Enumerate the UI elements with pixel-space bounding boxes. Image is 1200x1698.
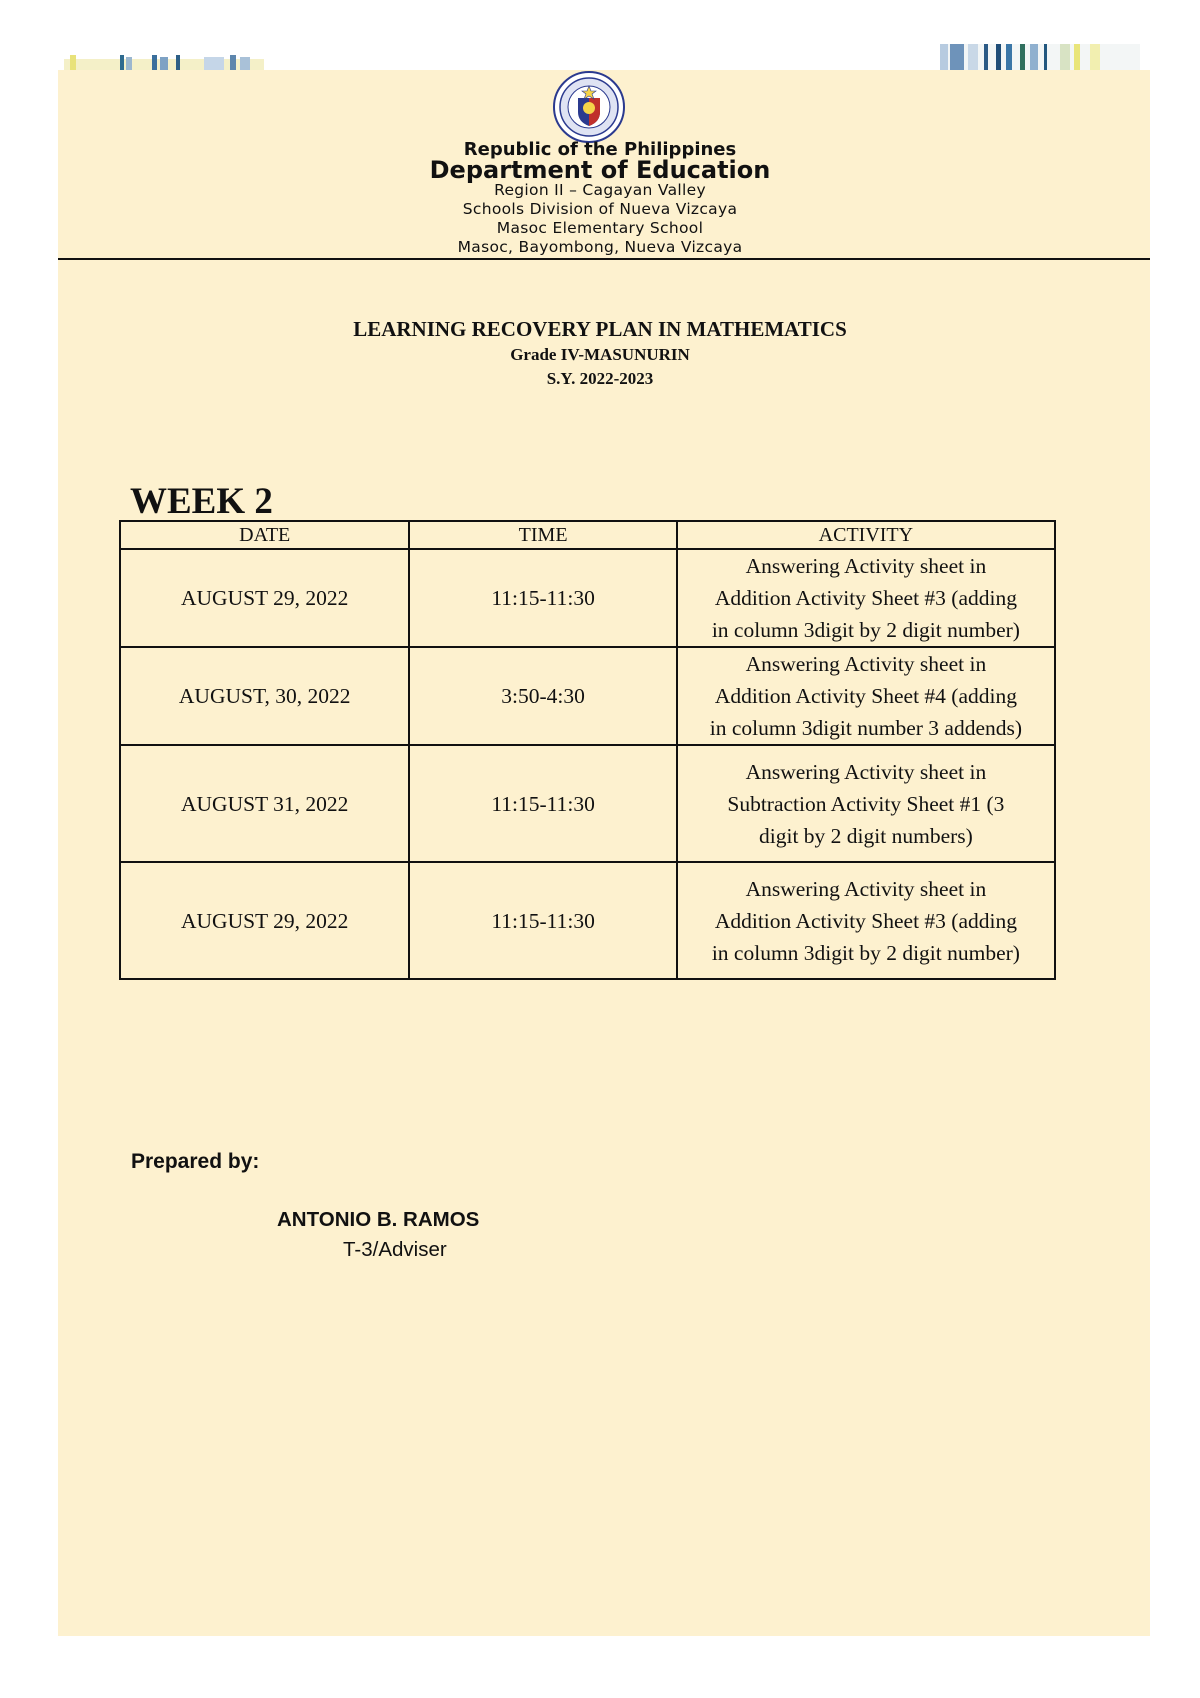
decorative-stripes-right bbox=[940, 44, 1140, 72]
activity-line: Answering Activity sheet in bbox=[745, 876, 987, 901]
cell-date: AUGUST 31, 2022 bbox=[120, 745, 409, 862]
table-row bbox=[120, 647, 1055, 745]
activity-line: Addition Activity Sheet #3 (adding bbox=[714, 586, 1017, 610]
letterhead-school: Masoc Elementary School bbox=[496, 219, 704, 237]
deped-seal-icon bbox=[552, 70, 626, 144]
letterhead-division: Schools Division of Nueva Vizcaya bbox=[462, 200, 738, 218]
cell-time: 3:50-4:30 bbox=[409, 647, 676, 745]
plan-grade: Grade IV-MASUNURIN bbox=[510, 345, 690, 364]
table-row bbox=[120, 745, 1055, 862]
schedule-table bbox=[119, 520, 1056, 980]
table-row bbox=[120, 549, 1055, 647]
activity-line: in column 3digit number 3 addends) bbox=[709, 716, 1023, 740]
plan-school-year: S.Y. 2022-2023 bbox=[546, 369, 654, 388]
cell-date: AUGUST 29, 2022 bbox=[120, 862, 409, 979]
letterhead-department: Department of Education bbox=[429, 156, 771, 184]
activity-line: Answering Activity sheet in bbox=[745, 652, 987, 676]
cell-activity bbox=[677, 862, 1055, 979]
letterhead-address: Masoc, Bayombong, Nueva Vizcaya bbox=[457, 238, 743, 256]
table-header-row bbox=[120, 521, 1055, 549]
letterhead-region: Region II – Cagayan Valley bbox=[494, 181, 706, 199]
week-label: WEEK 2 bbox=[130, 481, 273, 522]
activity-line: Answering Activity sheet in bbox=[745, 554, 987, 578]
letterhead-divider bbox=[58, 258, 1150, 260]
signer-title: T-3/Adviser bbox=[343, 1238, 447, 1261]
cell-activity bbox=[677, 549, 1055, 647]
activity-line: Answering Activity sheet in bbox=[745, 759, 987, 784]
activity-line: digit by 2 digit numbers) bbox=[759, 823, 973, 848]
cell-time: 11:15-11:30 bbox=[409, 549, 676, 647]
table-row bbox=[120, 862, 1055, 979]
cell-activity bbox=[677, 745, 1055, 862]
column-header-date: DATE bbox=[120, 521, 409, 549]
decorative-stripes-left bbox=[64, 45, 264, 71]
activity-line: Addition Activity Sheet #3 (adding bbox=[714, 908, 1017, 933]
activity-line: in column 3digit by 2 digit number) bbox=[711, 940, 1020, 965]
column-header-activity: ACTIVITY bbox=[677, 521, 1055, 549]
cell-time: 11:15-11:30 bbox=[409, 745, 676, 862]
cell-time: 11:15-11:30 bbox=[409, 862, 676, 979]
activity-line: in column 3digit by 2 digit number) bbox=[711, 618, 1020, 642]
cell-date: AUGUST 29, 2022 bbox=[120, 549, 409, 647]
activity-line: Subtraction Activity Sheet #1 (3 bbox=[727, 791, 1005, 816]
column-header-time: TIME bbox=[409, 521, 676, 549]
letterhead-republic: Republic of the Philippines bbox=[463, 139, 737, 160]
signer-name: ANTONIO B. RAMOS bbox=[277, 1208, 480, 1231]
prepared-by-label: Prepared by: bbox=[131, 1150, 260, 1173]
cell-date: AUGUST, 30, 2022 bbox=[120, 647, 409, 745]
plan-title: LEARNING RECOVERY PLAN IN MATHEMATICS bbox=[353, 317, 847, 341]
cell-activity bbox=[677, 647, 1055, 745]
activity-line: Addition Activity Sheet #4 (adding bbox=[714, 684, 1017, 708]
